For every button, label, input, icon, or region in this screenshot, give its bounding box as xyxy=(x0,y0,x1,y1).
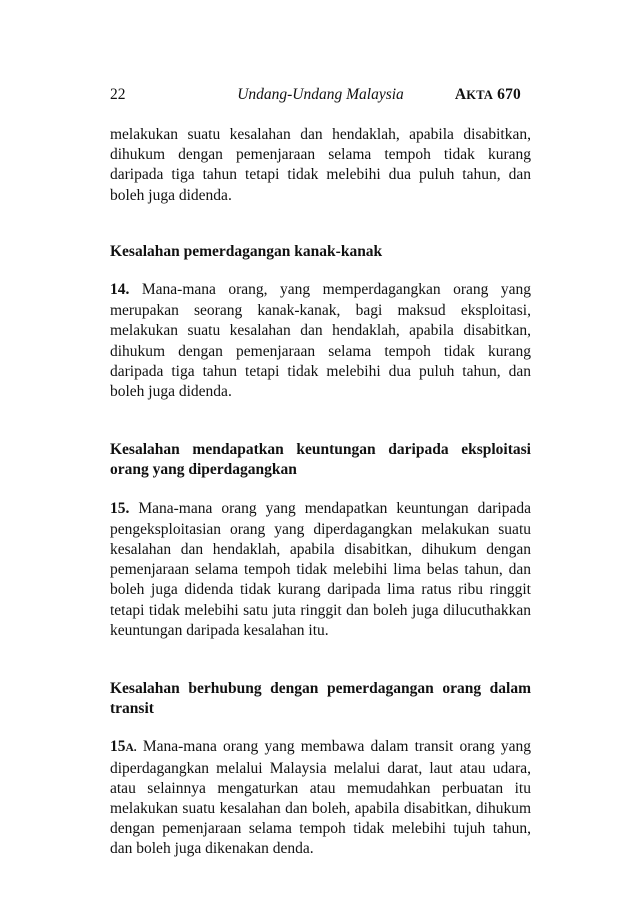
page-header xyxy=(110,86,531,112)
section-15a-heading: Kesalahan berhubung dengan pemerdagangan orang dalam transit xyxy=(110,680,531,718)
section-15a-paragraph xyxy=(110,737,531,859)
section-15-paragraph xyxy=(110,499,531,641)
section-15a-number-suffix: A. xyxy=(125,742,137,755)
act-prefix: A xyxy=(454,86,467,103)
section-15a-number-main: 15 xyxy=(110,738,126,756)
act-number: 670 xyxy=(497,86,521,103)
section-14-heading: Kesalahan pemerdagangan kanak-kanak xyxy=(110,242,383,260)
section-15-heading: Kesalahan mendapatkan keuntungan daripada eksploitasi orang yang diperdagangkan xyxy=(110,441,531,479)
section-14-number-main: 14. xyxy=(110,281,130,299)
section-15-body: Mana-mana orang yang mendapatkan keuntungan daripada pengeksploitasian orang yang diperdagangkan melakukan suatu kesalahan dan hendaklah, apabila disabitkan, dihukum dengan pemenjaraan selama tempoh tidak melebihi lima belas tahun, dan boleh juga didenda tidak kurang daripada lima ratus ribu ringgit tetapi tidak melebihi satu juta ringgit dan boleh juga dilucuthakkan keuntungan daripada kesalahan itu. xyxy=(110,499,531,639)
act-prefix-small: KTA xyxy=(466,88,494,102)
section-15a-body: Mana-mana orang yang membawa dalam transit orang yang diperdagangkan melalui Malaysia melalui darat, laut atau udara, atau selainnya mengaturkan atau memudahkan perbuatan itu melakukan suatu kesalahan dan boleh, apabila disabitkan, dihukum dengan pemenjaraan selama tempoh tidak melebihi tujuh tahun, dan boleh juga dikenakan denda. xyxy=(110,738,532,858)
section-14-paragraph xyxy=(110,280,531,402)
continuation-paragraph: melakukan suatu kesalahan dan hendaklah, apabila disabitkan, dihukum dengan pemenjaraan selama tempoh tidak kurang daripada tiga tahun tetapi tidak melebihi dua puluh tahun, dan boleh juga didenda. xyxy=(110,126,531,204)
document-page xyxy=(110,86,531,860)
section-14-body: Mana-mana orang, yang memperdagangkan orang yang merupakan seorang kanak-kanak, bagi maksud eksploitasi, melakukan suatu kesalahan dan hendaklah, apabila disabitkan, dihukum dengan pemenjaraan selama tempoh tidak kurang daripada tiga tahun tetapi tidak melebihi dua puluh tahun, dan boleh juga didenda. xyxy=(110,281,531,401)
section-15-number xyxy=(110,500,129,517)
act-label xyxy=(455,86,521,104)
section-14-number xyxy=(110,281,129,298)
page-number: 22 xyxy=(110,86,126,103)
section-15-number-main: 15. xyxy=(110,499,130,517)
header-title: Undang-Undang Malaysia xyxy=(237,86,404,103)
section-15a-number xyxy=(110,738,137,755)
